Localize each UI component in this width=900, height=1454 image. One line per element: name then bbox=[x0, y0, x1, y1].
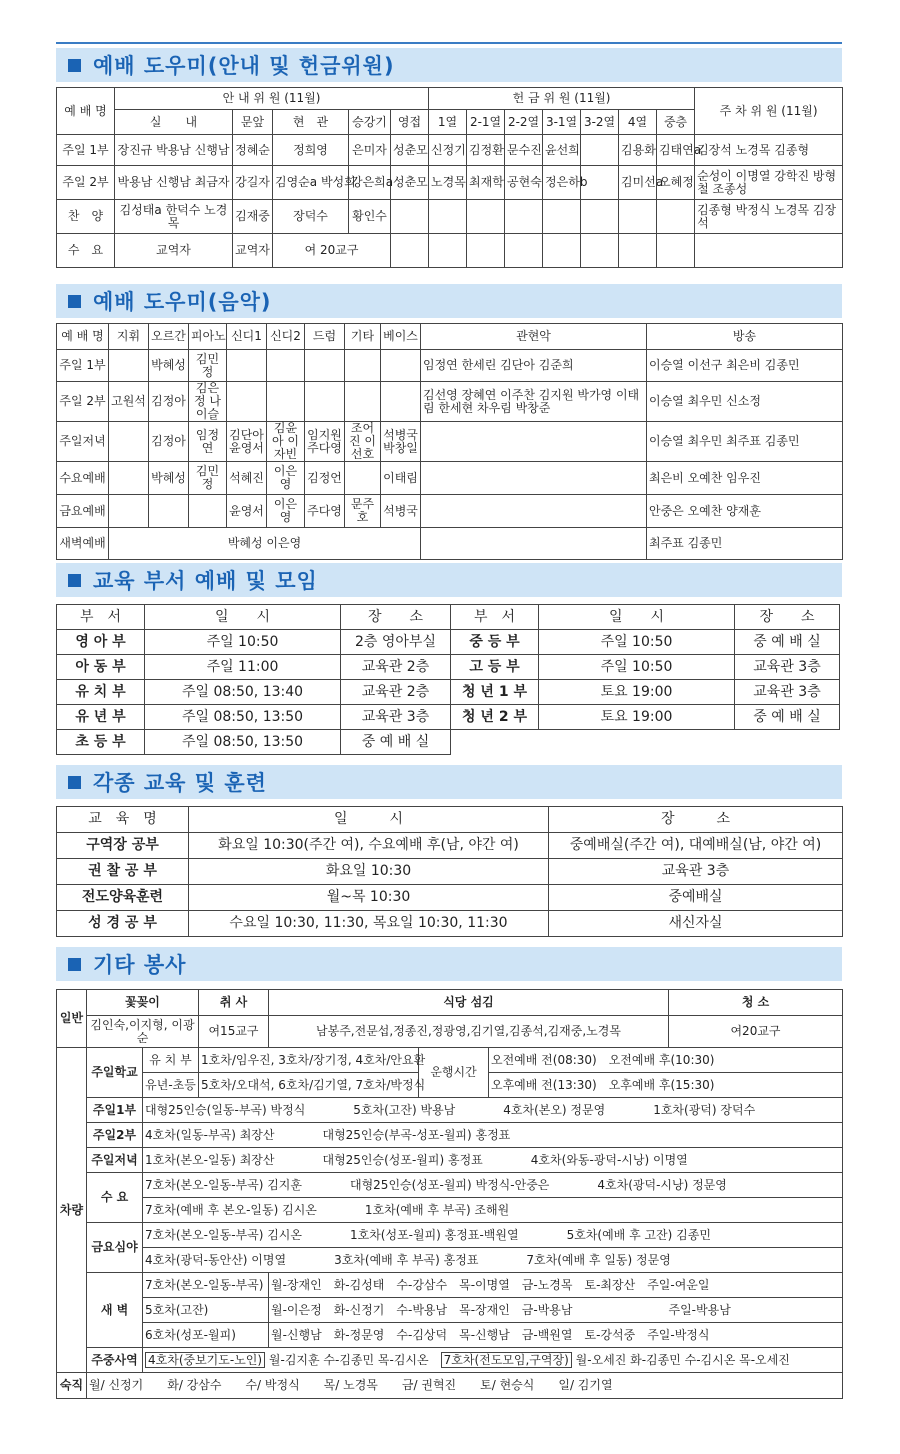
table-row bbox=[57, 911, 843, 937]
data-cell: 노경목 bbox=[429, 166, 467, 200]
table-row bbox=[57, 655, 840, 680]
data-cell bbox=[543, 200, 581, 234]
data-cell bbox=[429, 200, 467, 234]
header-cell: 드럼 bbox=[305, 324, 345, 350]
dining-label: 식당 섬김 bbox=[269, 990, 669, 1016]
data-cell: 이승열 최우민 최주표 김종민 bbox=[647, 422, 843, 462]
other-service-table bbox=[56, 989, 843, 1399]
data-cell bbox=[381, 350, 421, 382]
dawn-label: 새 벽 bbox=[87, 1273, 143, 1348]
data-cell: 주일 08:50, 13:40 bbox=[145, 680, 341, 705]
data-cell bbox=[581, 200, 619, 234]
square-bullet-icon bbox=[68, 574, 81, 587]
data-cell: 중 예 배 실 bbox=[735, 705, 840, 730]
section-header-ushers bbox=[56, 48, 842, 82]
table-header-row bbox=[57, 807, 843, 833]
data-cell: 김민정 bbox=[189, 462, 227, 495]
data-cell: 김정환 bbox=[467, 135, 505, 166]
data-cell bbox=[345, 350, 381, 382]
data-cell: 월~목 10:30 bbox=[189, 885, 549, 911]
top-rule bbox=[56, 42, 842, 44]
data-cell: 임지원 주다영 bbox=[305, 422, 345, 462]
header-cell: 장 소 bbox=[735, 605, 840, 630]
table-row bbox=[57, 1298, 843, 1323]
subheader-cell: 2-2열 bbox=[505, 110, 543, 135]
data-cell: 박혜성 bbox=[149, 462, 189, 495]
data-cell: 중 예 배 실 bbox=[341, 730, 451, 755]
section-header-education-dept bbox=[56, 563, 842, 597]
data-cell: 김윤아 이자빈 bbox=[267, 422, 305, 462]
data-cell bbox=[305, 350, 345, 382]
data-cell bbox=[345, 382, 381, 422]
data-cell: 은미자 bbox=[349, 135, 391, 166]
data-cell: 주일 08:50, 13:50 bbox=[145, 730, 341, 755]
subheader-cell: 중층 bbox=[657, 110, 695, 135]
table-header-row bbox=[57, 605, 840, 630]
table-header-row bbox=[57, 324, 843, 350]
data-cell: 김장석 노경목 김종형 bbox=[695, 135, 843, 166]
data-cell: 초 등 부 bbox=[57, 730, 145, 755]
data-cell bbox=[345, 462, 381, 495]
data-cell: 김정언 bbox=[305, 462, 345, 495]
data-cell: 순성이 이명열 강학진 방형철 조종성 bbox=[695, 166, 843, 200]
data-cell bbox=[581, 135, 619, 166]
data-cell: 임정연 bbox=[189, 422, 227, 462]
table-row bbox=[57, 1048, 843, 1073]
data-cell: 김선영 장혜연 이주찬 김지원 박가영 이태림 한세현 차우림 박창준 bbox=[421, 382, 647, 422]
data-cell: 김민정 bbox=[189, 350, 227, 382]
table-row bbox=[57, 885, 843, 911]
data-cell bbox=[421, 528, 647, 560]
data-cell bbox=[657, 234, 695, 268]
flower-label: 꽃꽂이 bbox=[87, 990, 199, 1016]
data-cell: 중예배실 bbox=[549, 885, 843, 911]
table-row bbox=[57, 1348, 843, 1373]
vehicle-tag: 7호차(전도모임,구역장) bbox=[441, 1352, 572, 1368]
data-cell: 주일 10:50 bbox=[539, 630, 735, 655]
data-cell bbox=[429, 234, 467, 268]
data-cell bbox=[149, 495, 189, 528]
data-cell bbox=[227, 382, 267, 422]
sunday2-label: 주일2부 bbox=[87, 1123, 143, 1148]
data-cell: 정혜순 bbox=[233, 135, 273, 166]
data-cell bbox=[467, 200, 505, 234]
col-parking: 주 차 위 원 (11월) bbox=[695, 88, 843, 135]
col-worship-name: 예 배 명 bbox=[57, 88, 115, 135]
data-cell: 유 치 부 bbox=[57, 680, 145, 705]
data-cell: 윤영서 bbox=[227, 495, 267, 528]
data-cell bbox=[657, 200, 695, 234]
data-cell bbox=[109, 350, 149, 382]
data-cell: 주다영 bbox=[305, 495, 345, 528]
square-bullet-icon bbox=[68, 295, 81, 308]
data-cell bbox=[421, 422, 647, 462]
data-cell: 김성태a 한덕수 노경목 bbox=[115, 200, 233, 234]
education-dept-table bbox=[56, 604, 840, 755]
header-cell: 장 소 bbox=[341, 605, 451, 630]
data-cell bbox=[143, 1348, 843, 1373]
data-cell: 교육관 2층 bbox=[341, 680, 451, 705]
data-cell: 4호차(광덕-동안산) 이명열 3호차(예배 후 부곡) 홍정표 7호차(예배 후 일동) 정문영 bbox=[143, 1248, 843, 1273]
data-cell bbox=[267, 382, 305, 422]
header-cell: 예 배 명 bbox=[57, 324, 109, 350]
data-cell: 공현숙 bbox=[505, 166, 543, 200]
data-cell: 문수진 bbox=[505, 135, 543, 166]
data-cell: 1호차/임우진, 3호차/장기정, 4호차/안요환 bbox=[199, 1048, 419, 1073]
data-cell: 청 년 2 부 bbox=[451, 705, 539, 730]
data-cell: 5호차/오대석, 6호차/김기열, 7호차/박정식 bbox=[199, 1073, 419, 1098]
table-row bbox=[57, 1323, 843, 1348]
data-cell: 신정기 bbox=[429, 135, 467, 166]
worship-name-cell: 주일 1부 bbox=[57, 135, 115, 166]
data-cell: 오후예배 전(13:30) 오후예배 후(15:30) bbox=[489, 1073, 843, 1098]
data-cell: 박혜성 bbox=[149, 350, 189, 382]
data-cell: 1호차(본오-일동) 최장산 대형25인승(성포-월피) 홍정표 4호차(와동-광덕-시낭) 이명열 bbox=[143, 1148, 843, 1173]
header-cell: 장 소 bbox=[549, 807, 843, 833]
data-cell: 석병국 bbox=[381, 495, 421, 528]
data-cell: 고 등 부 bbox=[451, 655, 539, 680]
col-guide: 안 내 위 원 (11월) bbox=[115, 88, 429, 110]
section-header-other-service bbox=[56, 947, 842, 981]
data-cell: 장덕수 bbox=[273, 200, 349, 234]
data-cell: 김은정 나이슬 bbox=[189, 382, 227, 422]
data-cell: 금요예배 bbox=[57, 495, 109, 528]
data-cell bbox=[391, 234, 429, 268]
sunday-school-label: 주일학교 bbox=[87, 1048, 143, 1098]
header-cell: 기타 bbox=[345, 324, 381, 350]
data-cell: 이승열 이선구 최은비 김종민 bbox=[647, 350, 843, 382]
data-cell: 교육관 2층 bbox=[341, 655, 451, 680]
elementary-label: 유년-초등 bbox=[143, 1073, 199, 1098]
data-cell: 주일저녁 bbox=[57, 422, 109, 462]
data-cell: 주일 1부 bbox=[57, 350, 109, 382]
data-cell: 새신자실 bbox=[549, 911, 843, 937]
data-cell: 김미선a bbox=[619, 166, 657, 200]
ushers-table bbox=[56, 87, 843, 268]
table-row bbox=[57, 135, 843, 166]
table-row bbox=[57, 1123, 843, 1148]
ministry-value: 월-김지훈 수-김종민 목-김시온 bbox=[265, 1352, 441, 1367]
subheader-cell: 3-1열 bbox=[543, 110, 581, 135]
table-row bbox=[57, 705, 840, 730]
data-cell: 토요 19:00 bbox=[539, 680, 735, 705]
table-row bbox=[57, 1248, 843, 1273]
sunday1-label: 주일1부 bbox=[87, 1098, 143, 1123]
data-cell: 주일 08:50, 13:50 bbox=[145, 705, 341, 730]
data-cell: 정은하b bbox=[543, 166, 581, 200]
section-header-training bbox=[56, 765, 842, 799]
data-cell: 황인수 bbox=[349, 200, 391, 234]
data-cell: 주일 10:50 bbox=[145, 630, 341, 655]
cooking-value: 여15교구 bbox=[199, 1016, 269, 1048]
data-cell bbox=[267, 350, 305, 382]
table-row bbox=[57, 859, 843, 885]
data-cell: 최재학 bbox=[467, 166, 505, 200]
subheader-cell: 승강기 bbox=[349, 110, 391, 135]
table-row bbox=[57, 1373, 843, 1399]
data-cell: 김단아 윤영서 bbox=[227, 422, 267, 462]
friday-label: 금요심야 bbox=[87, 1223, 143, 1273]
data-cell: 강은희a bbox=[349, 166, 391, 200]
data-cell: 수요일 10:30, 11:30, 목요일 10:30, 11:30 bbox=[189, 911, 549, 937]
data-cell bbox=[189, 495, 227, 528]
header-cell: 신디2 bbox=[267, 324, 305, 350]
data-cell: 주일 11:00 bbox=[145, 655, 341, 680]
data-cell: 문주호 bbox=[345, 495, 381, 528]
vehicle-cell: 6호차(성포-월피) bbox=[143, 1323, 269, 1348]
data-cell: 김정아 bbox=[149, 382, 189, 422]
header-cell: 부 서 bbox=[57, 605, 145, 630]
table-row bbox=[57, 495, 843, 528]
data-cell bbox=[227, 350, 267, 382]
schedule-label: 운행시간 bbox=[419, 1048, 489, 1098]
data-cell bbox=[467, 234, 505, 268]
data-cell: 월/ 신정기 화/ 강삼수 수/ 박정식 목/ 노경목 금/ 권혁진 토/ 현승식 일/ 김기열 bbox=[87, 1373, 843, 1399]
subheader-cell: 2-1열 bbox=[467, 110, 505, 135]
table-row bbox=[57, 350, 843, 382]
square-bullet-icon bbox=[68, 958, 81, 971]
data-cell: 안중은 오예찬 양재훈 bbox=[647, 495, 843, 528]
subheader-cell: 문앞 bbox=[233, 110, 273, 135]
worship-name-cell: 수 요 bbox=[57, 234, 115, 268]
dining-value: 남봉주,전문섭,정종진,정광영,김기열,김종석,김재중,노경목 bbox=[269, 1016, 669, 1048]
table-row bbox=[57, 680, 840, 705]
section-header-music bbox=[56, 284, 842, 318]
data-cell bbox=[109, 462, 149, 495]
data-cell: 김용화 bbox=[619, 135, 657, 166]
data-cell: 성춘모 bbox=[391, 166, 429, 200]
data-cell: 화요일 10:30(주간 여), 수요예배 후(남, 야간 여) bbox=[189, 833, 549, 859]
table-row bbox=[57, 730, 840, 755]
data-cell: 주일 10:50 bbox=[539, 655, 735, 680]
subheader-cell: 실 내 bbox=[115, 110, 233, 135]
header-cell: 신디1 bbox=[227, 324, 267, 350]
general-label: 일반 bbox=[57, 990, 87, 1048]
data-cell bbox=[619, 234, 657, 268]
table-row bbox=[57, 833, 843, 859]
table-row bbox=[57, 1223, 843, 1248]
data-cell: 교육관 3층 bbox=[735, 680, 840, 705]
data-cell: 교육관 3층 bbox=[549, 859, 843, 885]
header-cell: 교 육 명 bbox=[57, 807, 189, 833]
table-row bbox=[57, 630, 840, 655]
data-cell: 김정아 bbox=[149, 422, 189, 462]
data-cell: 석혜진 bbox=[227, 462, 267, 495]
table-row bbox=[57, 234, 843, 268]
table-row bbox=[57, 462, 843, 495]
header-cell: 오르간 bbox=[149, 324, 189, 350]
subheader-cell: 현 관 bbox=[273, 110, 349, 135]
music-table bbox=[56, 323, 843, 560]
data-cell: 전도양육훈련 bbox=[57, 885, 189, 911]
section-title: 예배 도우미(안내 및 헌금위원) bbox=[93, 54, 395, 78]
data-cell bbox=[505, 200, 543, 234]
table-row bbox=[57, 422, 843, 462]
table-row bbox=[57, 1273, 843, 1298]
worship-name-cell: 찬 양 bbox=[57, 200, 115, 234]
data-cell: 최주표 김종민 bbox=[647, 528, 843, 560]
data-cell: 월-이은정 화-신정기 수-박용남 목-장재인 금-박용남 주일-박용남 bbox=[269, 1298, 843, 1323]
data-cell: 영 아 부 bbox=[57, 630, 145, 655]
table-row bbox=[57, 528, 843, 560]
data-cell: 조어진 이선호 bbox=[345, 422, 381, 462]
data-cell: 수요예배 bbox=[57, 462, 109, 495]
data-cell: 성 경 공 부 bbox=[57, 911, 189, 937]
cooking-label: 취 사 bbox=[199, 990, 269, 1016]
section-title: 예배 도우미(음악) bbox=[93, 290, 272, 314]
data-cell: 장진규 박용남 신행남 bbox=[115, 135, 233, 166]
flower-value: 김인숙,이지형, 이광순 bbox=[87, 1016, 199, 1048]
data-cell: 월-장재인 화-김성태 수-강삼수 목-이명열 금-노경목 토-최장산 주일-여운일 bbox=[269, 1273, 843, 1298]
table-row bbox=[57, 1148, 843, 1173]
header-cell: 지휘 bbox=[109, 324, 149, 350]
data-cell: 김재중 bbox=[233, 200, 273, 234]
data-cell: 중예배실(주간 여), 대예배실(남, 야간 여) bbox=[549, 833, 843, 859]
vehicle-label: 차량 bbox=[57, 1048, 87, 1373]
header-cell: 방송 bbox=[647, 324, 843, 350]
data-cell: 권 찰 공 부 bbox=[57, 859, 189, 885]
data-cell: 월-신행남 화-정문영 수-김상덕 목-신행남 금-백원열 토-강석중 주일-박정식 bbox=[269, 1323, 843, 1348]
data-cell: 4호차(일동-부곡) 최장산 대형25인승(부곡-성포-월피) 홍정표 bbox=[143, 1123, 843, 1148]
data-cell: 김태연a bbox=[657, 135, 695, 166]
cleaning-value: 여20교구 bbox=[669, 1016, 843, 1048]
table-row bbox=[57, 1098, 843, 1123]
data-cell: 이은영 bbox=[267, 462, 305, 495]
header-cell: 일 시 bbox=[189, 807, 549, 833]
data-cell: 정희영 bbox=[273, 135, 349, 166]
subheader-cell: 영접 bbox=[391, 110, 429, 135]
table-row bbox=[57, 200, 843, 234]
data-cell bbox=[421, 462, 647, 495]
data-cell: 중 등 부 bbox=[451, 630, 539, 655]
vehicle-cell: 5호차(고잔) bbox=[143, 1298, 269, 1323]
data-cell: 성춘모 bbox=[391, 135, 429, 166]
header-cell: 피아노 bbox=[189, 324, 227, 350]
data-cell: 아 동 부 bbox=[57, 655, 145, 680]
subheader-cell: 1열 bbox=[429, 110, 467, 135]
cleaning-label: 청 소 bbox=[669, 990, 843, 1016]
data-cell: 화요일 10:30 bbox=[189, 859, 549, 885]
data-cell: 박용남 신행남 최금자 bbox=[115, 166, 233, 200]
header-cell: 관현악 bbox=[421, 324, 647, 350]
vehicle-tag: 4호차(중보기도-노인) bbox=[145, 1352, 265, 1368]
data-cell: 고원석 bbox=[109, 382, 149, 422]
data-cell bbox=[581, 234, 619, 268]
data-cell: 김종형 박정식 노경목 김장석 bbox=[695, 200, 843, 234]
square-bullet-icon bbox=[68, 59, 81, 72]
wednesday-label: 수 요 bbox=[87, 1173, 143, 1223]
data-cell: 토요 19:00 bbox=[539, 705, 735, 730]
data-cell: 주일 2부 bbox=[57, 382, 109, 422]
data-cell: 중 예 배 실 bbox=[735, 630, 840, 655]
data-cell bbox=[619, 200, 657, 234]
data-cell: 청 년 1 부 bbox=[451, 680, 539, 705]
vehicle-cell: 7호차(본오-일동-부곡) bbox=[143, 1273, 269, 1298]
data-cell: 7호차(본오-일동-부곡) 김지훈 대형25인승(성포-월피) 박정식-안중은 4호차(광덕-시낭) 정문영 bbox=[143, 1173, 843, 1198]
data-cell: 교육관 3층 bbox=[341, 705, 451, 730]
table-row bbox=[57, 1198, 843, 1223]
data-cell bbox=[305, 382, 345, 422]
ministry-value: 월-오세진 화-김종민 수-김시온 목-오세진 bbox=[571, 1352, 790, 1367]
night-duty-label: 숙직 bbox=[57, 1373, 87, 1399]
table-row bbox=[57, 166, 843, 200]
training-table bbox=[56, 806, 843, 937]
data-cell: 교역자 bbox=[233, 234, 273, 268]
data-cell bbox=[109, 422, 149, 462]
sunday-evening-label: 주일저녁 bbox=[87, 1148, 143, 1173]
data-cell: 최은비 오예찬 임우진 bbox=[647, 462, 843, 495]
data-cell: 석병국 박창일 bbox=[381, 422, 421, 462]
data-cell bbox=[391, 200, 429, 234]
data-cell: 유 년 부 bbox=[57, 705, 145, 730]
section-title: 각종 교육 및 훈련 bbox=[93, 771, 267, 795]
col-offering: 헌 금 위 원 (11월) bbox=[429, 88, 695, 110]
data-cell: 대형25인승(일동-부곡) 박정식 5호차(고잔) 박용남 4호차(본오) 정문영 1호차(광덕) 장덕수 bbox=[143, 1098, 843, 1123]
section-title: 기타 봉사 bbox=[93, 953, 187, 977]
data-cell: 이태림 bbox=[381, 462, 421, 495]
data-cell: 오전예배 전(08:30) 오전예배 후(10:30) bbox=[489, 1048, 843, 1073]
header-cell: 일 시 bbox=[145, 605, 341, 630]
data-cell: 김영순a 박성희 bbox=[273, 166, 349, 200]
table-row bbox=[57, 382, 843, 422]
data-cell: 7호차(본오-일동-부곡) 김시온 1호차(성포-월피) 홍정표-백원열 5호차(예배 후 고잔) 김종민 bbox=[143, 1223, 843, 1248]
kindergarten-label: 유 치 부 bbox=[143, 1048, 199, 1073]
data-cell: 박혜성 이은영 bbox=[109, 528, 421, 560]
worship-name-cell: 새벽예배 bbox=[57, 528, 109, 560]
table-row bbox=[57, 1173, 843, 1198]
data-cell: 강길자 bbox=[233, 166, 273, 200]
data-cell bbox=[381, 382, 421, 422]
data-cell: 이승열 최우민 신소정 bbox=[647, 382, 843, 422]
data-cell: 교육관 3층 bbox=[735, 655, 840, 680]
subheader-cell: 3-2열 bbox=[581, 110, 619, 135]
data-cell bbox=[109, 495, 149, 528]
data-cell: 여 20교구 bbox=[273, 234, 391, 268]
data-cell: 구역장 공부 bbox=[57, 833, 189, 859]
worship-name-cell: 주일 2부 bbox=[57, 166, 115, 200]
square-bullet-icon bbox=[68, 776, 81, 789]
data-cell: 임정연 한세린 김단아 김준희 bbox=[421, 350, 647, 382]
header-cell: 베이스 bbox=[381, 324, 421, 350]
data-cell bbox=[543, 234, 581, 268]
data-cell: 이은영 bbox=[267, 495, 305, 528]
data-cell: 7호차(예배 후 본오-일동) 김시온 1호차(예배 후 부곡) 조해원 bbox=[143, 1198, 843, 1223]
data-cell: 교역자 bbox=[115, 234, 233, 268]
data-cell bbox=[421, 495, 647, 528]
header-cell: 부 서 bbox=[451, 605, 539, 630]
section-title: 교육 부서 예배 및 모임 bbox=[93, 569, 318, 593]
subheader-cell: 4열 bbox=[619, 110, 657, 135]
data-cell: 윤선희 bbox=[543, 135, 581, 166]
data-cell: 2층 영아부실 bbox=[341, 630, 451, 655]
weekday-ministry-label: 주중사역 bbox=[87, 1348, 143, 1373]
data-cell bbox=[505, 234, 543, 268]
data-cell: 오혜정 bbox=[657, 166, 695, 200]
header-cell: 일 시 bbox=[539, 605, 735, 630]
data-cell bbox=[695, 234, 843, 268]
